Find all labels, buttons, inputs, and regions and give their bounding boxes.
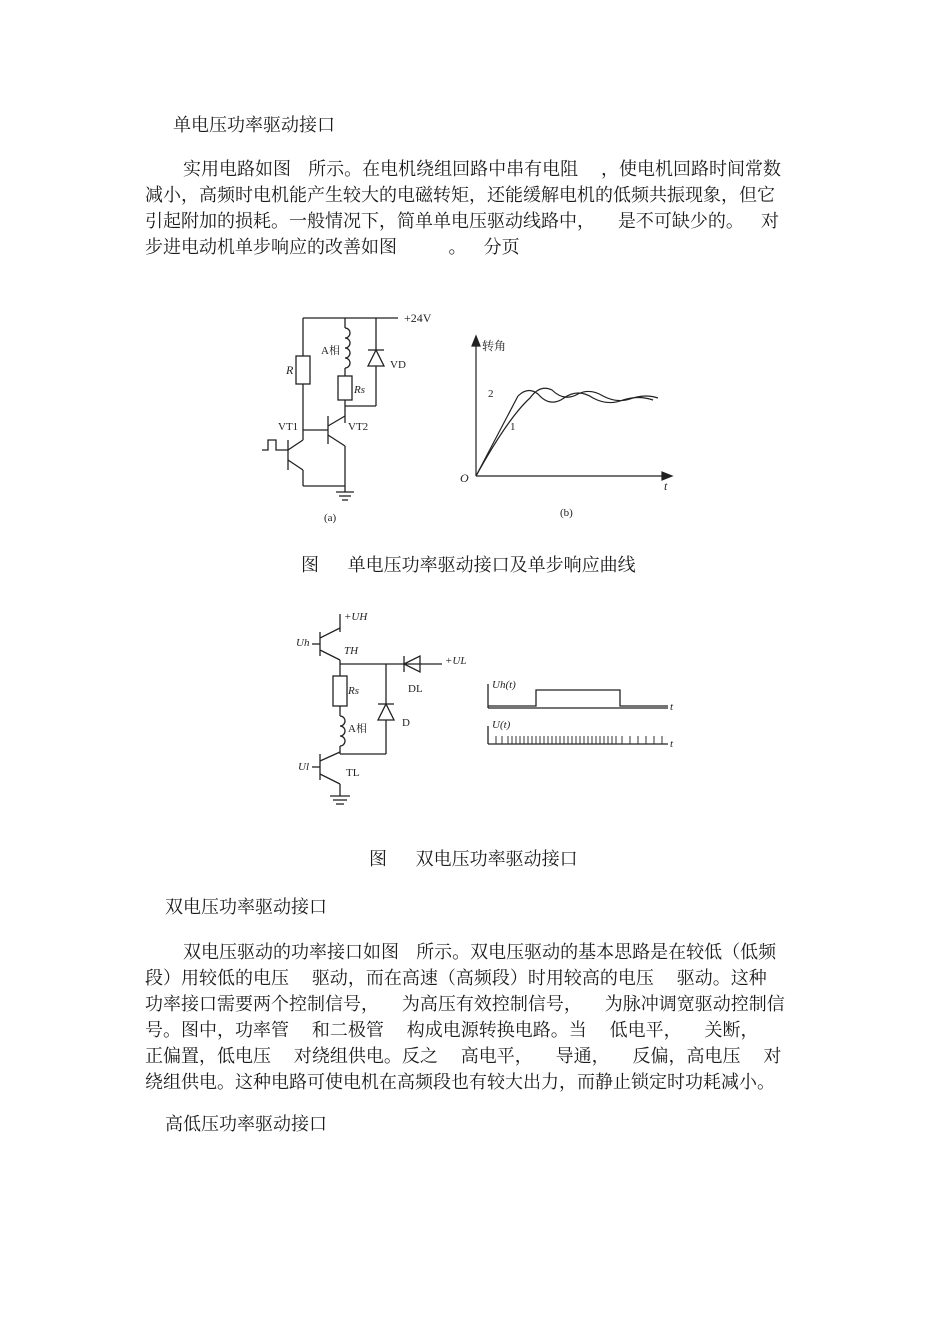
label-vt1: VT1	[278, 421, 299, 433]
paragraph-line-1: 实用电路如图 所示。在电机绕组回路中串有电阻 ，使电机回路时间常数	[183, 159, 782, 180]
label-ul: Ul	[298, 761, 309, 773]
wave-label-uh-t: Uh(t)	[492, 679, 516, 691]
wave-label-t1: t	[670, 701, 674, 713]
chart-origin: O	[460, 471, 469, 485]
label-resistor: R	[286, 363, 294, 377]
label-vd: VD	[390, 359, 406, 371]
paragraph2-line-1: 双电压驱动的功率接口如图 所示。双电压驱动的基本思路是在较低（低频	[183, 942, 777, 963]
figure-single-voltage-interface	[248, 298, 688, 538]
label-rs: Rs	[354, 384, 365, 396]
paragraph-line-3: 引起附加的损耗。一般情况下，简单单电压驱动线路中， 是不可缺少的。 对	[145, 211, 780, 232]
paragraph-line-2: 减小，高频时电机能产生较大的电磁转矩，还能缓解电机的低频共振现象，但它	[145, 185, 775, 206]
section-heading-high-low-voltage: 高低压功率驱动接口	[165, 1114, 327, 1135]
wave-label-u-t: U(t)	[492, 719, 511, 731]
label-rs2: Rs	[348, 685, 359, 697]
section-heading-dual-voltage: 双电压功率驱动接口	[165, 897, 327, 918]
figure2-caption: 图 双电压功率驱动接口	[369, 849, 578, 870]
label-vt2: VT2	[348, 421, 369, 433]
label-uh-supply: +UH	[344, 611, 368, 623]
label-coil: A相	[321, 345, 340, 357]
paragraph2-line-2: 段）用较低的电压 驱动，而在高速（高频段）时用较高的电压 驱动。这种	[145, 968, 767, 989]
label-dl: DL	[408, 683, 423, 695]
label-panel-b: (b)	[560, 507, 573, 519]
paragraph2-line-5: 正偏置，低电压 对绕组供电。反之 高电平， 导通， 反偏，高电压 对	[145, 1046, 782, 1067]
label-uh: Uh	[296, 637, 310, 649]
label-coil2: A相	[348, 723, 367, 735]
paragraph2-line-6: 绕组供电。这种电路可使电机在高频段也有较大出力，而静止锁定时功耗减小。	[145, 1072, 775, 1093]
wave-label-t2: t	[670, 738, 674, 750]
label-th: TH	[344, 645, 359, 657]
label-panel-a: (a)	[324, 512, 337, 524]
curve-label-1: 1	[510, 421, 516, 433]
paragraph2-line-3: 功率接口需要两个控制信号， 为高压有效控制信号， 为脉冲调宽驱动控制信	[145, 994, 785, 1015]
paragraph-line-4: 步进电动机单步响应的改善如图 。 分页	[145, 237, 520, 258]
section-heading-single-voltage: 单电压功率驱动接口	[173, 115, 335, 136]
figure-dual-voltage-interface	[290, 604, 690, 819]
label-d: D	[402, 717, 410, 729]
paragraph2-line-4: 号。图中，功率管 和二极管 构成电源转换电路。当 低电平， 关断，	[145, 1020, 759, 1041]
label-24v: +24V	[404, 311, 432, 325]
chart-ylabel: 转角	[482, 339, 507, 353]
label-tl: TL	[346, 767, 360, 779]
figure1-caption: 图 单电压功率驱动接口及单步响应曲线	[301, 555, 636, 576]
label-ul-supply: +UL	[445, 655, 467, 667]
curve-label-2: 2	[488, 388, 494, 400]
chart-xlabel: t	[664, 479, 668, 493]
